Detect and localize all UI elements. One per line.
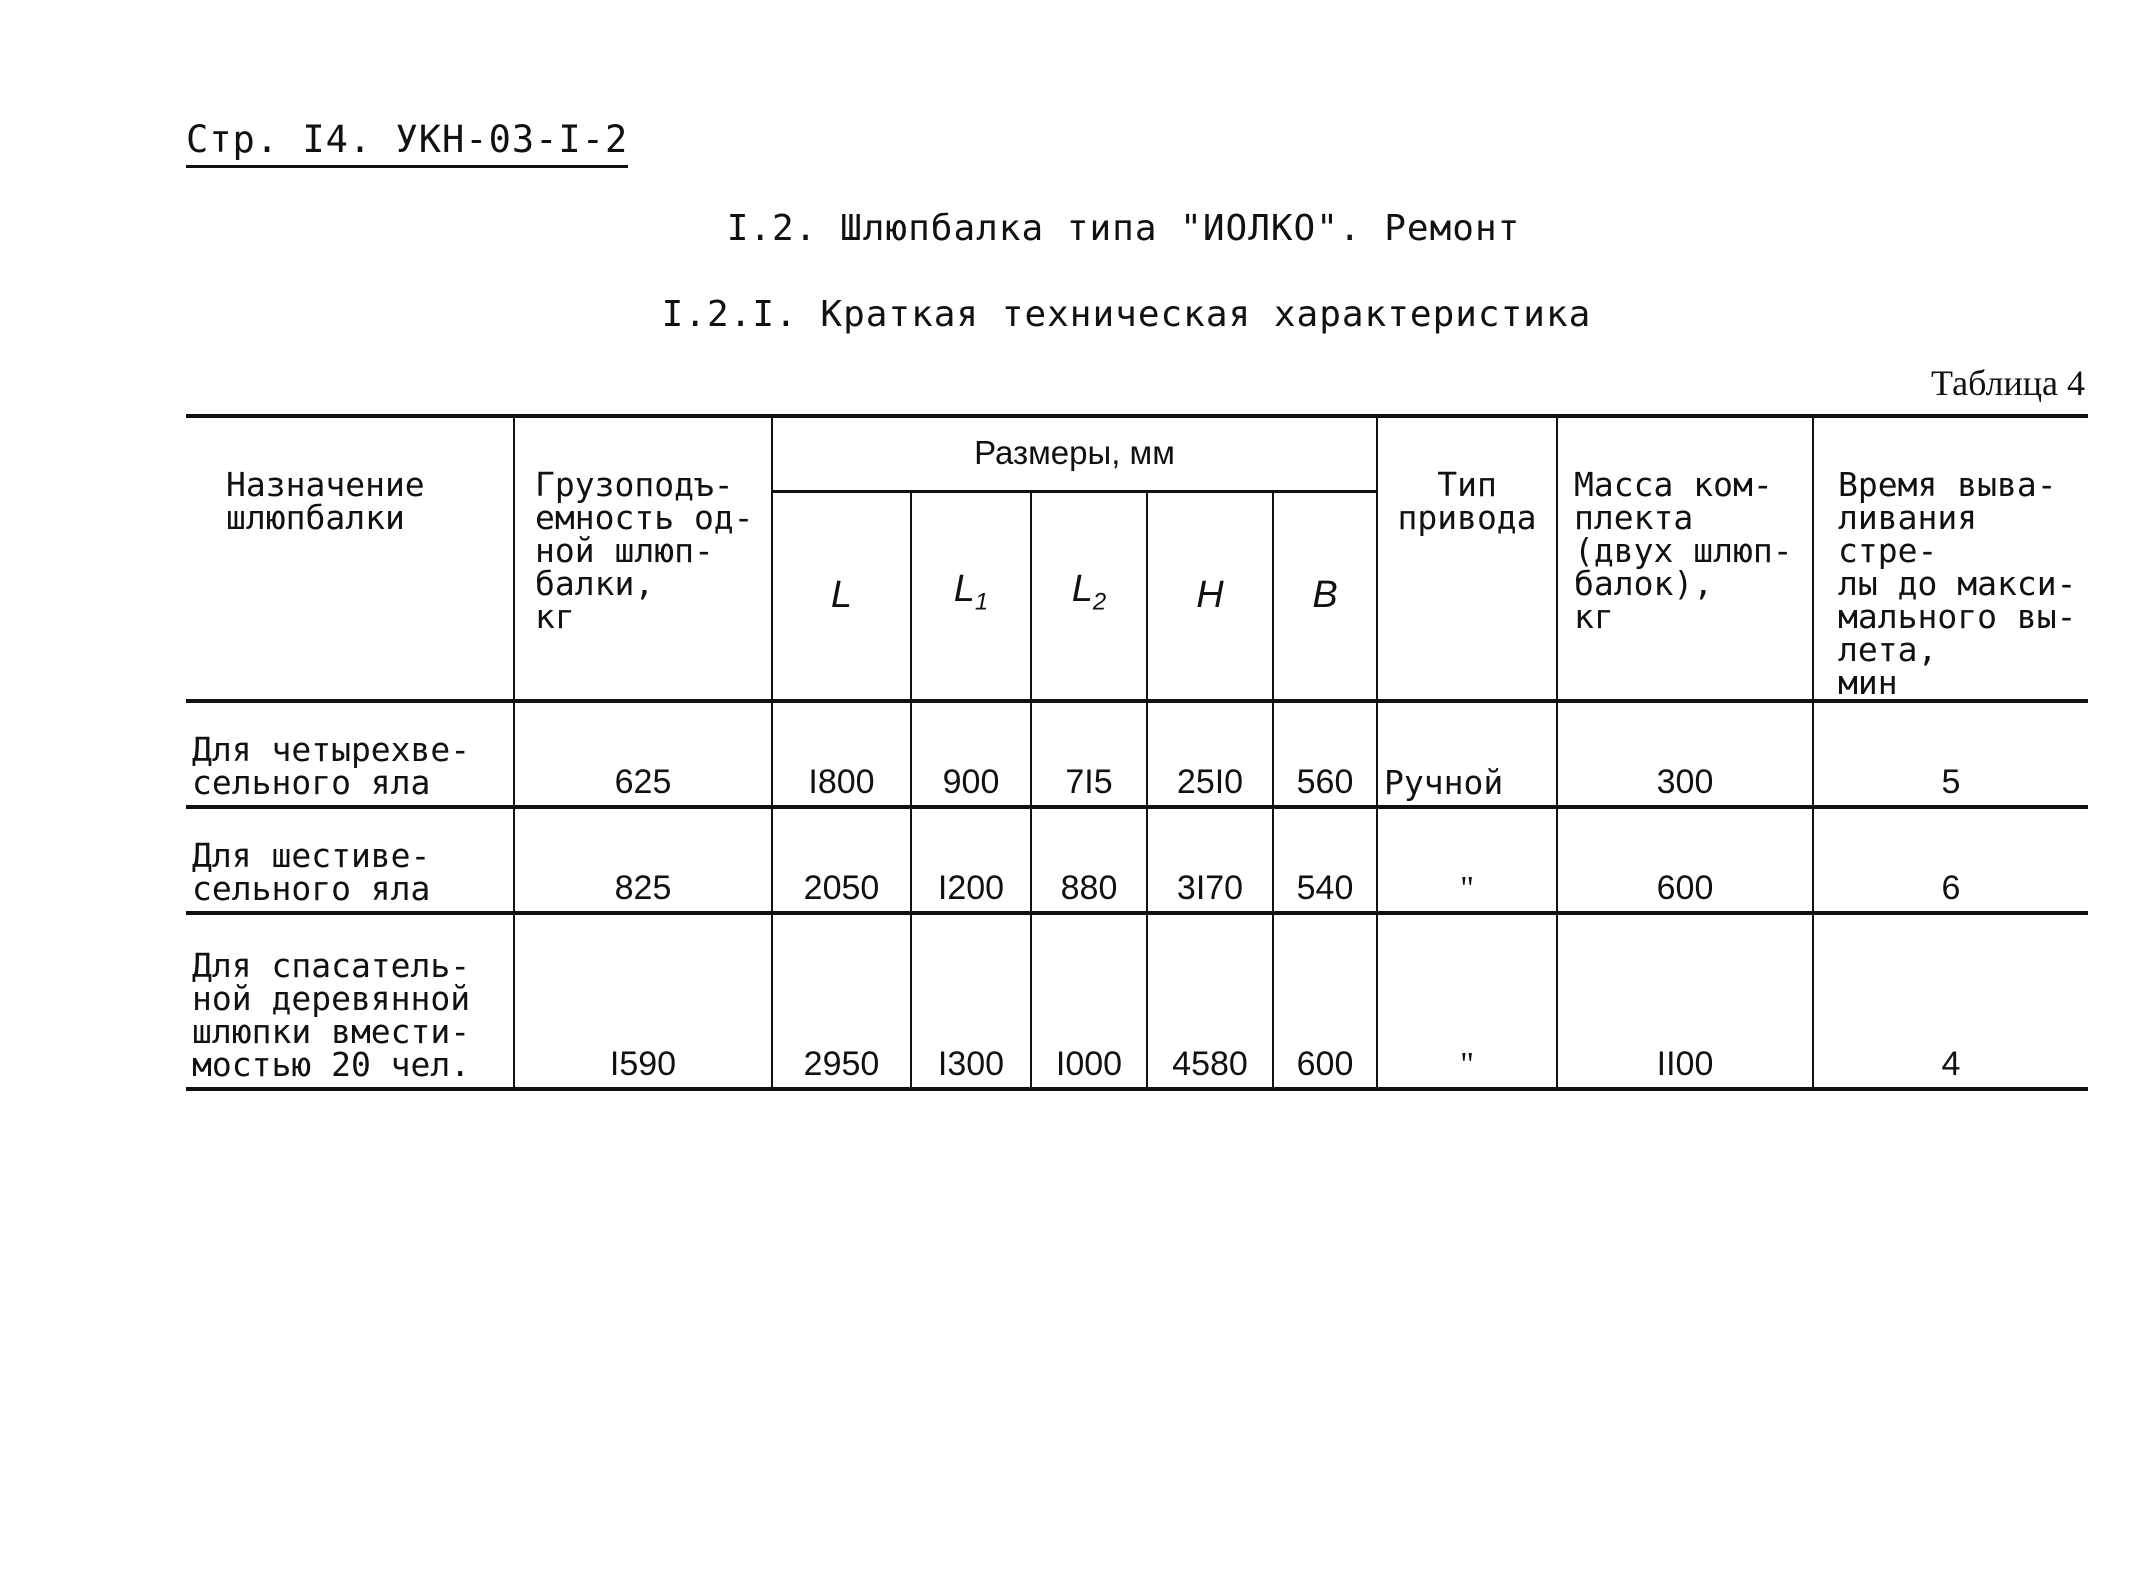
cell-time: 4 — [1813, 913, 2088, 1089]
header-dimensions: Размеры, мм — [772, 416, 1377, 491]
cell-purpose: Для спасатель- ной деревянной шлюпки вмести- мостью 20 чел. — [186, 913, 514, 1089]
header-dim-L2: $L_2$ — [1031, 491, 1147, 701]
table-row — [186, 807, 2088, 913]
cell-H: 4580 — [1147, 913, 1273, 1089]
cell-H: 25I0 — [1147, 701, 1273, 807]
header-purpose: Назначение шлюпбалки — [186, 416, 514, 701]
cell-drive: " — [1377, 913, 1557, 1089]
cell-B: 540 — [1273, 807, 1377, 913]
cell-drive: Ручной — [1377, 701, 1557, 807]
cell-capacity: 825 — [514, 807, 772, 913]
cell-L2: 880 — [1031, 807, 1147, 913]
cell-mass: 600 — [1557, 807, 1813, 913]
section-title: I.2. Шлюпбалка типа "ИОЛКО". Ремонт — [726, 208, 1521, 249]
cell-L1: I200 — [911, 807, 1031, 913]
header-capacity: Грузоподъ- емность од- ной шлюп- балки, кг — [514, 416, 772, 701]
table-row — [186, 701, 2088, 807]
cell-purpose: Для четырехве- сельного яла — [186, 701, 514, 807]
cell-capacity: 625 — [514, 701, 772, 807]
header-drive: Тип привода — [1377, 416, 1557, 701]
cell-B: 560 — [1273, 701, 1377, 807]
cell-mass: II00 — [1557, 913, 1813, 1089]
cell-time: 5 — [1813, 701, 2088, 807]
cell-L: 2050 — [772, 807, 911, 913]
cell-L: I800 — [772, 701, 911, 807]
header-dim-H: H — [1147, 491, 1273, 701]
header-mass: Масса ком- плекта (двух шлюп- балок), кг — [1557, 416, 1813, 701]
cell-purpose: Для шестиве- сельного яла — [186, 807, 514, 913]
header-dim-L: L — [772, 491, 911, 701]
cell-B: 600 — [1273, 913, 1377, 1089]
header-time: Время выва- ливания стре- лы до макси- мального вы- лета, мин — [1813, 416, 2088, 701]
cell-L2: I000 — [1031, 913, 1147, 1089]
cell-time: 6 — [1813, 807, 2088, 913]
table-row — [186, 913, 2088, 1089]
cell-capacity: I590 — [514, 913, 772, 1089]
subsection-title: I.2.I. Краткая техническая характеристика — [661, 294, 1592, 335]
cell-L1: I300 — [911, 913, 1031, 1089]
cell-mass: 300 — [1557, 701, 1813, 807]
header-dim-L1: $L_1$ — [911, 491, 1031, 701]
cell-drive: " — [1377, 807, 1557, 913]
page-reference: Стр. I4. УКН-03-I-2 — [186, 118, 628, 168]
cell-H: 3I70 — [1147, 807, 1273, 913]
table-caption: Таблица 4 — [1931, 363, 2085, 403]
cell-L2: 7I5 — [1031, 701, 1147, 807]
specification-table — [186, 414, 2088, 1091]
cell-L: 2950 — [772, 913, 911, 1089]
header-dim-B: B — [1273, 491, 1377, 701]
table-header-row — [186, 416, 2088, 491]
cell-L1: 900 — [911, 701, 1031, 807]
